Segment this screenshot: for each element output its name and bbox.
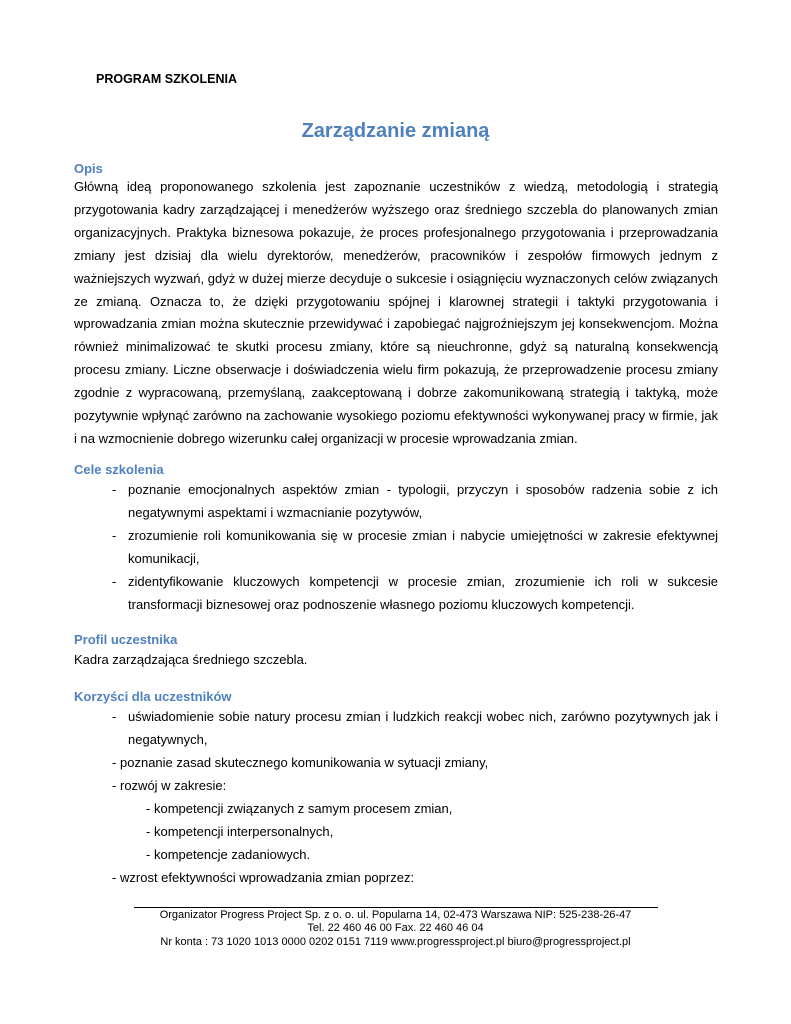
program-label: PROGRAM SZKOLENIA <box>96 72 237 86</box>
list-item: - poznanie emocjonalnych aspektów zmian - typologii, przyczyn i sposobów radzenia sobie z ich negatywnymi aspektami i wzmacnianie pozytywów, <box>112 482 718 520</box>
section-heading-korzysci: Korzyści dla uczestników <box>74 689 232 704</box>
cele-list <box>112 478 718 616</box>
sub-list-item: - kompetencji związanych z samym procesem zmian, <box>146 801 453 816</box>
section-heading-cele: Cele szkolenia <box>74 462 164 477</box>
list-item: - poznanie zasad skutecznego komunikowania w sytuacji zmiany, <box>112 755 489 770</box>
footer-account: Nr konta : 73 1020 1013 0000 0202 0151 7119 www.progressproject.pl biuro@progressproject.pl <box>160 936 631 948</box>
profil-text: Kadra zarządzająca średniego szczebla. <box>74 652 308 667</box>
sub-list-item: - kompetencji interpersonalnych, <box>146 824 334 839</box>
list-item: - uświadomienie sobie natury procesu zmian i ludzkich reakcji wobec nich, zarówno pozytywnych jak i negatywnych, <box>112 709 718 747</box>
list-item: - zrozumienie roli komunikowania się w procesie zmian i nabycie umiejętności w zakresie efektywnej komunikacji, <box>112 528 718 566</box>
list-item: - zidentyfikowanie kluczowych kompetencji w procesie zmian, zrozumienie ich roli w sukcesie transformacji biznesowej oraz podnoszenie własnego poziomu kluczowych kompetencji. <box>112 574 718 612</box>
footer-organizer: Organizator Progress Project Sp. z o. o. ul. Popularna 14, 02-473 Warszawa NIP: 525-238-26-47 <box>159 909 632 921</box>
list-item: - wzrost efektywności wprowadzania zmian poprzez: <box>112 870 415 885</box>
list-item: - rozwój w zakresie: <box>112 778 227 793</box>
opis-paragraph: Główną ideą proponowanego szkolenia jest zapoznanie uczestników z wiedzą, metodologią i strategią przygotowania kadry zarządzającej i menedżerów wyższego oraz średniego szczebla do planowanych zmian organizacyjnych. Praktyka biznesowa pokazuje, że proces profesjonalnego przygotowania i przeprowadzania zmiany jest dzisiaj dla wielu dyrektorów, menedżerów, pracowników i zespołów firmowych jednym z ważniejszych wyzwań, gdyż w dużej mierze decyduje o sukcesie i osiągnięciu wyznaczonych celów związanych ze zmianą. Oznacza to, że dzięki przygotowaniu spójnej i klarownej strategii i taktyki przygotowania i wprowadzania zmian można skutecznie przewidywać i zapobiegać najgroźniejszym jej konsekwencjom. Można również minimalizować te skutki procesu zmiany, które są nieuchronne, gdyż są naturalną konsekwencją procesu zmiany. Liczne obserwacje i doświadczenia wielu firm pokazują, że przeprowadzenie procesu zmiany zgodnie z wypracowaną, przemyślaną, zaakceptowaną i dobrze zakomunikowaną strategią i taktyką, może pozytywnie wpłynąć zarówno na zachowanie wysokiego poziomu efektywności wykonywanej pracy w firmie, jak i na wzmocnienie dobrego wizerunku całej organizacji w procesie wprowadzania zmian. <box>74 179 718 446</box>
korzysci-list <box>112 705 718 889</box>
sub-list-item: - kompetencje zadaniowych. <box>146 847 311 862</box>
section-heading-profil: Profil uczestnika <box>74 632 178 647</box>
page-title: Zarządzanie zmianą <box>301 120 490 142</box>
footer-divider <box>134 907 658 908</box>
section-heading-opis: Opis <box>74 161 103 176</box>
footer-phone: Tel. 22 460 46 00 Fax. 22 460 46 04 <box>307 922 484 934</box>
